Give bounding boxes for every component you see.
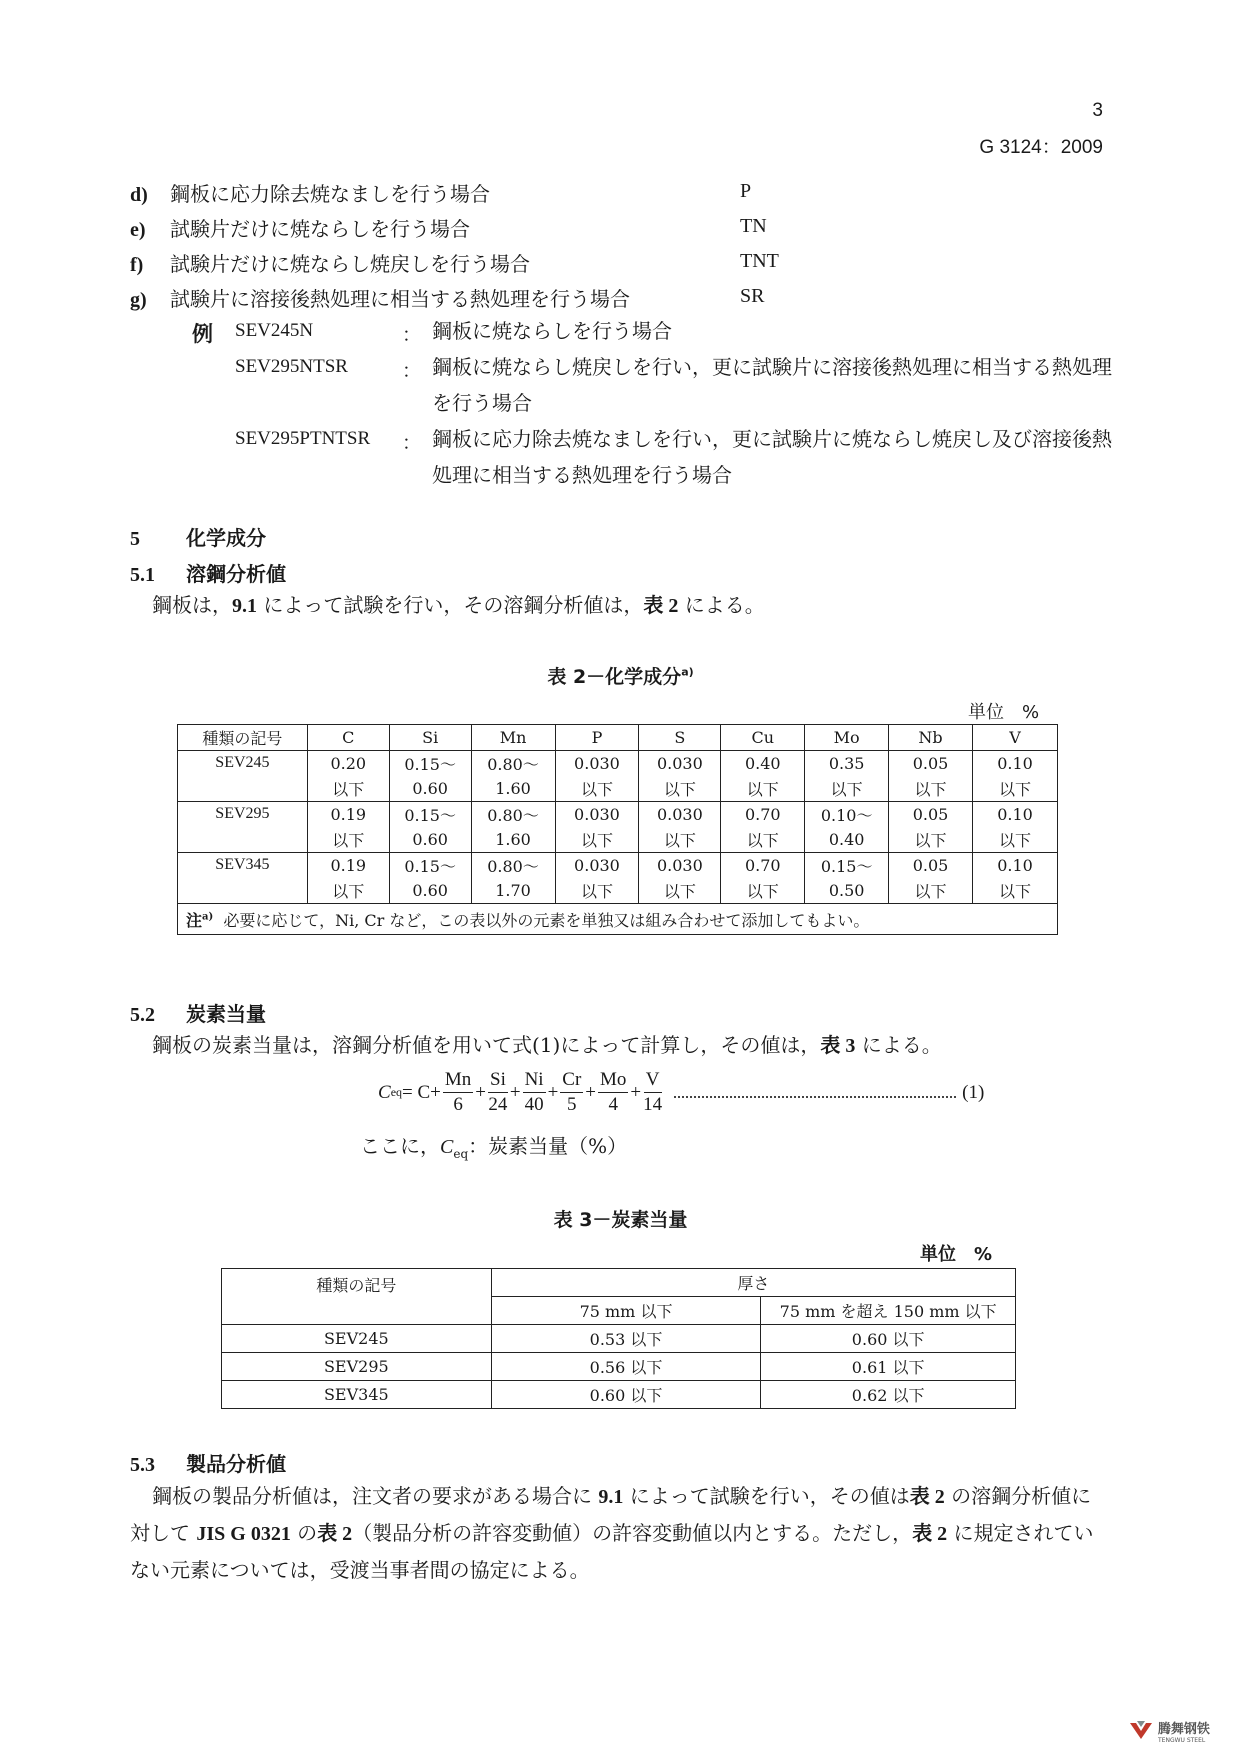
example-key: 例: [192, 321, 213, 346]
page-number: 3: [1092, 100, 1103, 121]
section-heading: [130, 998, 266, 1027]
example-text: 鋼板に応力除去焼なましを行い，更に試験片に焼ならし焼戻し及び溶接後熱処理に相当する熱処理を行う場合: [432, 427, 1112, 487]
paragraph: 鋼板の炭素当量は，溶鋼分析値を用いて式(1)によって計算し，その値は，表 3 による。: [152, 1033, 942, 1057]
list-item-text: 鋼板に応力除去焼なましを行う場合: [170, 182, 490, 206]
section-number: 5: [130, 528, 140, 550]
table-row: 以下 0.60 1.70 以下 以下 以下 0.50 以下 以下: [178, 878, 1058, 904]
section-title: 炭素当量: [186, 1002, 266, 1026]
section-heading: [130, 558, 286, 587]
section-number: 5.2: [130, 1004, 155, 1026]
list-item-text: 試験片だけに焼ならし焼戻しを行う場合: [170, 252, 530, 276]
list-item: [130, 178, 490, 207]
section-title: 製品分析値: [186, 1452, 286, 1476]
table-unit: 単位 %: [920, 1244, 993, 1265]
example-code: SEV295PTNTSR: [235, 428, 371, 449]
table-header-row: 75 mm 以下 75 mm を超え 150 mm 以下: [222, 1297, 1016, 1325]
example-colon: ：: [402, 432, 422, 454]
table-row: SEV245 0.20 0.15～ 0.80～ 0.030 0.030 0.40 0.35 0.05 0.10: [178, 751, 1058, 777]
list-item-label: e): [130, 219, 146, 241]
example-code: SEV245N: [235, 320, 314, 341]
watermark-logo: 腾舞钢铁 TENGWU STEEL: [1128, 1718, 1210, 1744]
example-text: 鋼板に焼ならし焼戻しを行い，更に試験片に溶接後熱処理に相当する熱処理を行う場合: [432, 355, 1112, 415]
table-caption: 表 2－化学成分$^{a)}$: [547, 665, 694, 688]
section-heading: [130, 1448, 286, 1477]
table-note-row: [178, 904, 1058, 935]
section-title: 溶鋼分析値: [186, 562, 286, 586]
table-row: SEV345 0.19 0.15～ 0.80～ 0.030 0.030 0.70 0.15～ 0.05 0.10: [178, 853, 1058, 879]
section-heading: [130, 522, 266, 551]
list-item-code: P: [740, 180, 752, 202]
table-header-row: 種類の記号 厚さ: [222, 1269, 1016, 1297]
carbon-equivalent-table: [221, 1268, 1016, 1409]
list-item: [130, 248, 530, 277]
table-row: SEV245 0.53 以下 0.60 以下: [222, 1325, 1016, 1353]
list-item-text: 試験片に溶接後熱処理に相当する熱処理を行う場合: [170, 287, 630, 311]
example-colon: ：: [402, 360, 422, 382]
table-caption: 表 3－炭素当量: [553, 1209, 688, 1231]
section-number: 5.1: [130, 564, 155, 586]
example-text: 鋼板に焼ならしを行う場合: [432, 319, 672, 343]
table-unit: 単位 %: [968, 702, 1040, 723]
table-row: 以下 0.60 1.60 以下 以下 以下 0.40 以下 以下: [178, 827, 1058, 853]
paragraph: 鋼板は，9.1 によって試験を行い，その溶鋼分析値は，表 2 による。: [152, 593, 765, 617]
list-item-code: TN: [740, 215, 767, 237]
list-item-text: 試験片だけに焼ならしを行う場合: [170, 217, 470, 241]
list-item-code: TNT: [740, 250, 779, 272]
table-row: 以下 0.60 1.60 以下 以下 以下 以下 以下 以下: [178, 776, 1058, 802]
section-title: 化学成分: [186, 526, 266, 550]
paragraph: 鋼板の製品分析値は，注文者の要求がある場合に 9.1 によって試験を行い，その値は表 2 の溶鋼分析値に対して JIS G 0321 の表 2（製品分析の許容変動値）の許容変動値以内とする。ただし，表 2 に規定されていない元素については，受渡当事者間の協定による。: [130, 1484, 1094, 1582]
table-note: 注$^{a)}$ 必要に応じて，Ni, Cr など，この表以外の元素を単独又は組み合わせて添加してもよい。: [178, 904, 1058, 935]
list-item-code: SR: [740, 285, 765, 307]
section-number: 5.3: [130, 1454, 155, 1476]
leader-dots: [674, 1096, 956, 1098]
list-item-label: f): [130, 254, 144, 276]
list-item-label: g): [130, 289, 147, 311]
list-item: [130, 283, 630, 312]
list-item: [130, 213, 470, 242]
table-row: SEV295 0.19 0.15～ 0.80～ 0.030 0.030 0.70 0.10～ 0.05 0.10: [178, 802, 1058, 828]
carbon-equivalent-formula: C eq = C + $\frac{Mn}{6}$ + $\frac{Si}{24}$ + $\frac{Ni}{40}$ + $\frac{Cr}{5}$ + $\frac{Mo}{4}$ + $\frac{V}{14}$ (1): [378, 1069, 985, 1115]
list-item-label: d): [130, 184, 148, 206]
table-header-row: 種類の記号 C Si Mn P S Cu Mo Nb V: [178, 725, 1058, 751]
table-row: SEV345 0.60 以下 0.62 以下: [222, 1381, 1016, 1409]
example-colon: ：: [402, 324, 422, 346]
company-logo-icon: [1128, 1719, 1154, 1741]
example-code: SEV295NTSR: [235, 356, 348, 377]
formula-where: ここに，$C_{eq}$：炭素当量（%）: [360, 1134, 628, 1161]
standard-number: G 3124：2009: [979, 137, 1103, 158]
table-row: SEV295 0.56 以下 0.61 以下: [222, 1353, 1016, 1381]
chemical-composition-table: [177, 724, 1058, 935]
